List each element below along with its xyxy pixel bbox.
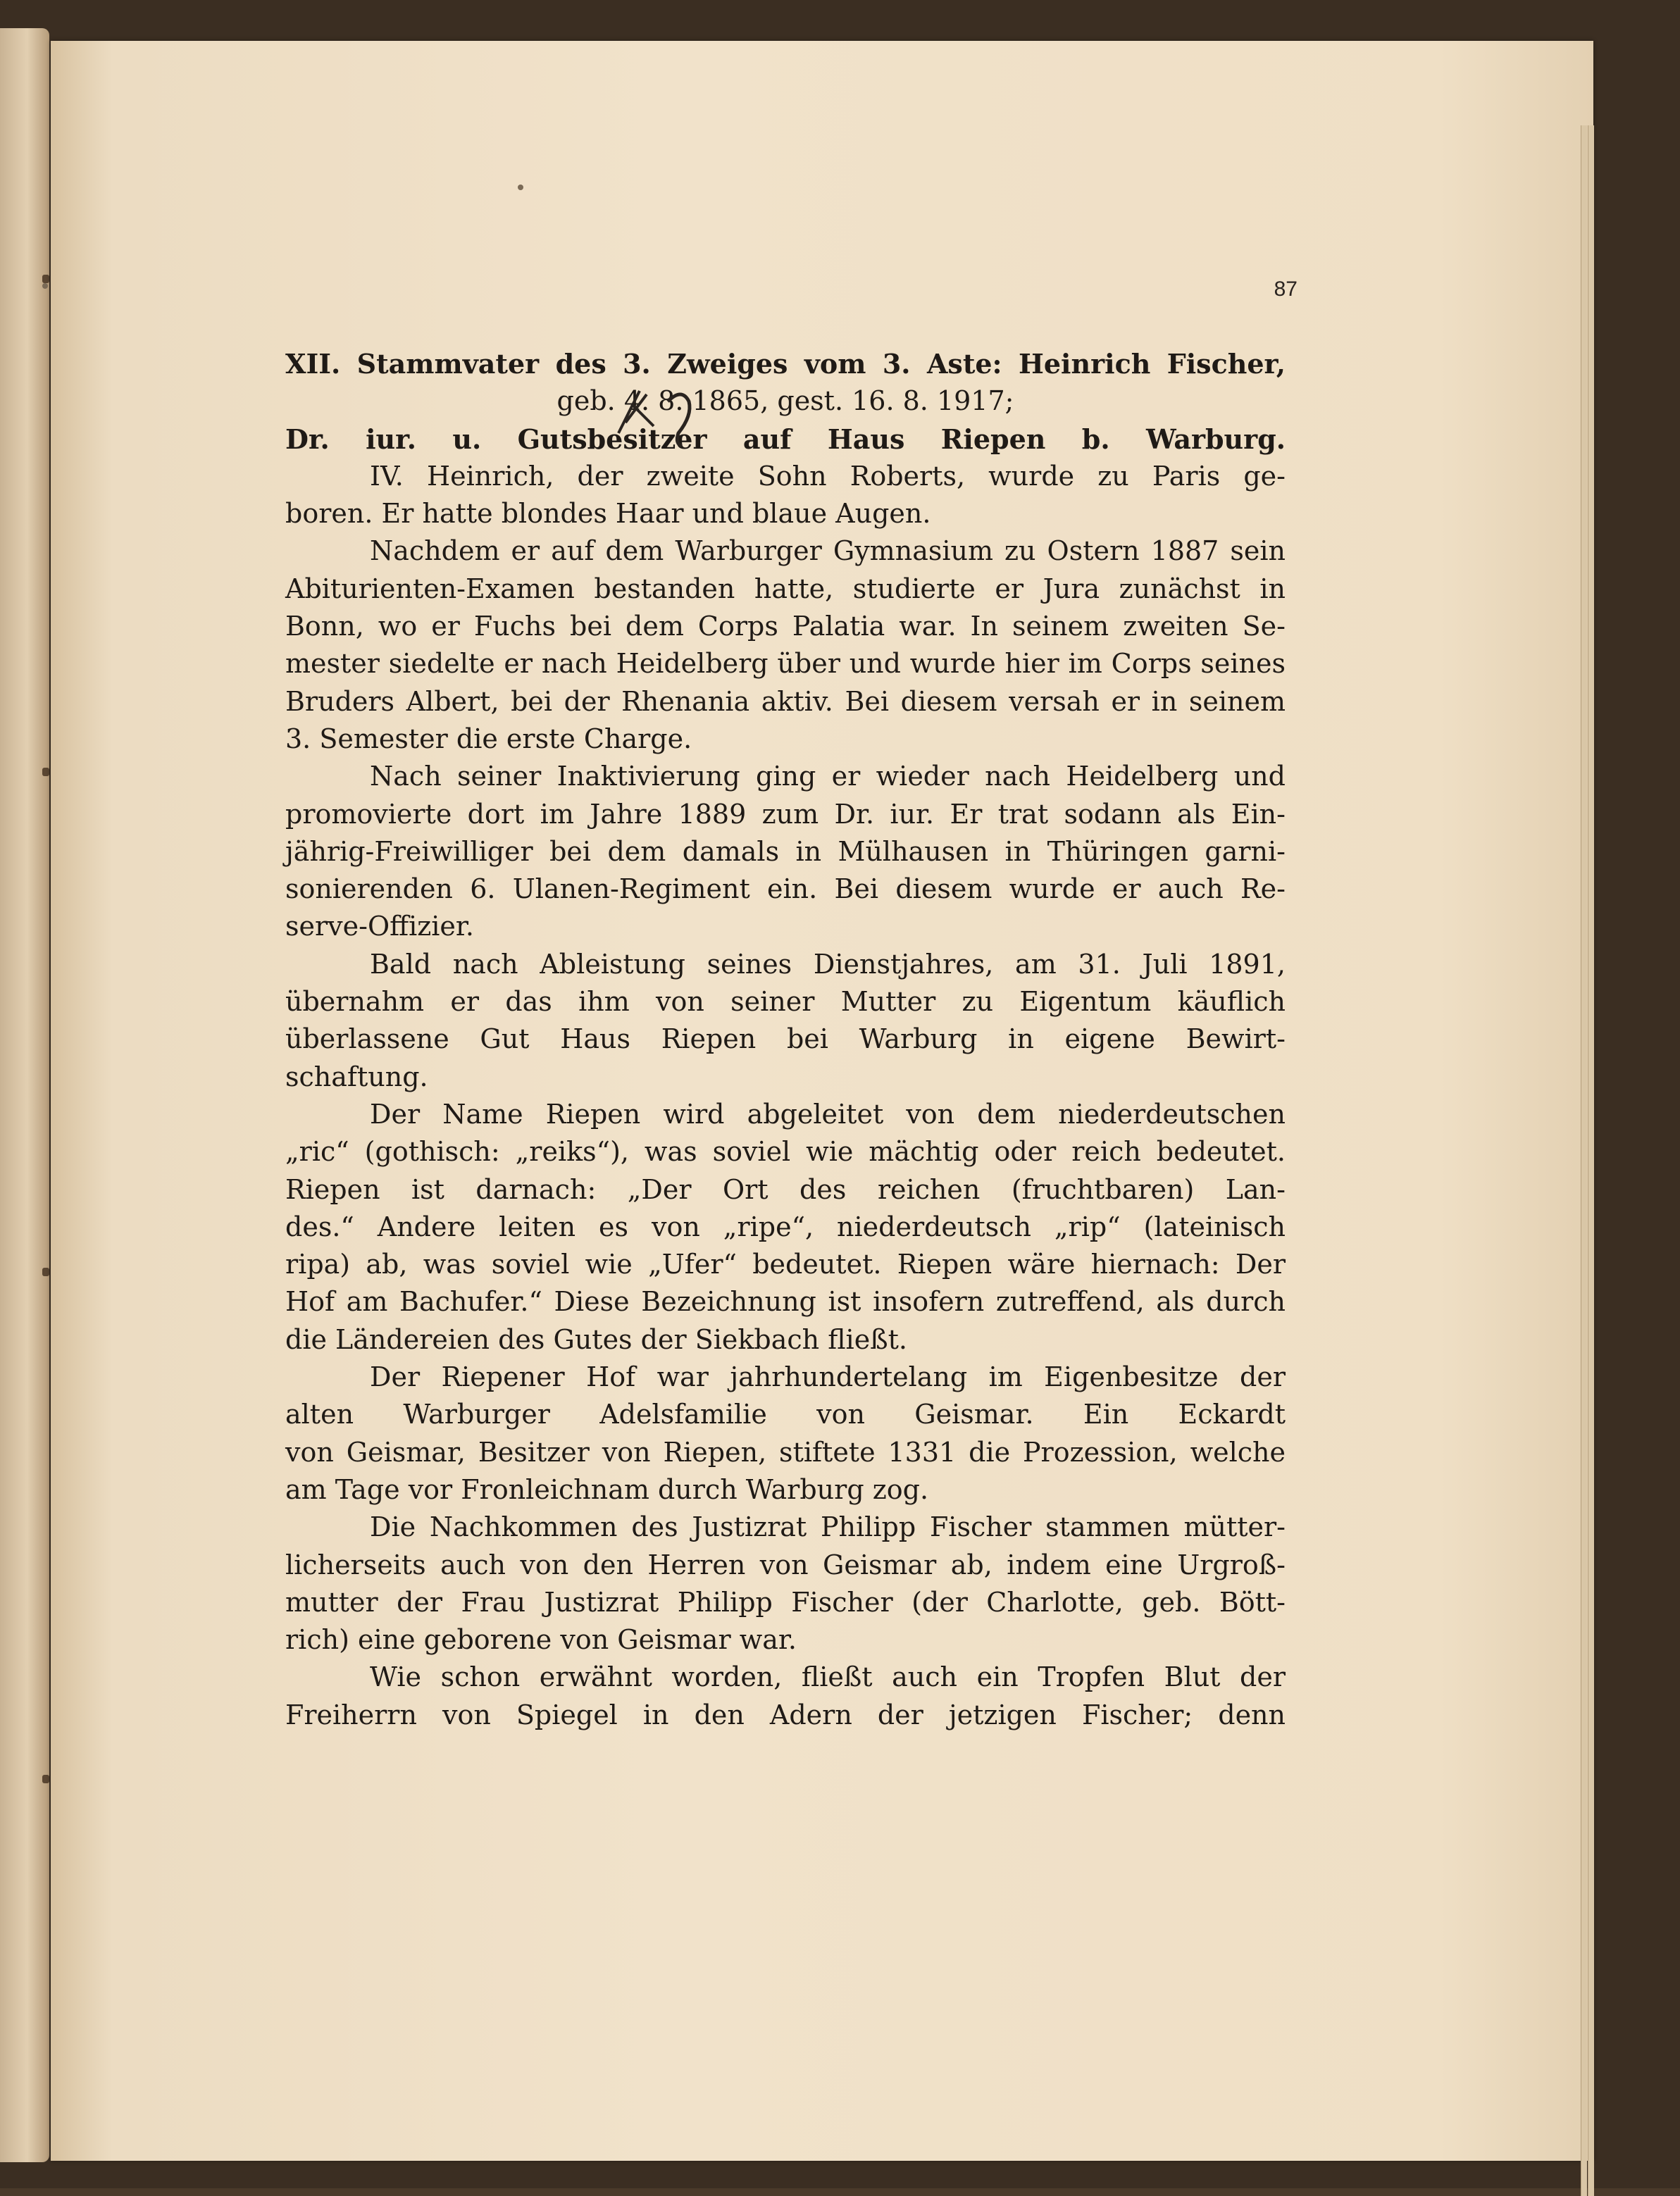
text-line: rich) eine geborene von Geismar war. [285,1624,797,1656]
handwritten-correction-mark [611,384,710,451]
page-stack-edge [1581,125,1587,2196]
paragraph [285,458,1286,533]
text-line: am Tage vor Fronleichnam durch Warburg zog. [285,1473,929,1505]
text-line: alten Warburger Adelsfamilie von Geismar. Ein Eckardt [285,1399,1286,1430]
text-line: Riepen ist darnach: „Der Ort des reichen (fruchtbaren) Lan- [285,1173,1286,1205]
page-mark [42,283,48,289]
text-line: „ric“ (gothisch: „reiks“), was soviel wie mächtig oder reich bedeutet. [285,1136,1286,1168]
paragraph [285,946,1286,1096]
binding-hole [42,1775,49,1783]
heading-line-3: Dr. iur. u. Gutsbesitzer auf Haus Riepen b. Warburg. [285,423,1286,455]
text-line: Freiherrn von Spiegel in den Adern der jetzigen Fischer; denn [285,1699,1286,1730]
binding-hole [42,275,49,283]
text-line: Die Nachkommen des Justizrat Philipp Fischer stammen mütter- [370,1511,1286,1543]
binding-hole [42,768,49,776]
text-line: schaftung. [285,1061,428,1092]
text-line: überlassene Gut Haus Riepen bei Warburg in eigene Bewirt- [285,1023,1286,1055]
text-line: übernahm er das ihm von seiner Mutter zu Eigentum käuflich [285,986,1286,1018]
text-line: Wie schon erwähnt worden, fließt auch ein Tropfen Blut der [370,1661,1286,1693]
facing-page-edge [0,28,49,2162]
paragraph [285,1659,1286,1734]
text-line: Der Name Riepen wird abgeleitet von dem niederdeutschen [370,1098,1286,1130]
text-line: boren. Er hatte blondes Haar und blaue Augen. [285,498,931,530]
text-line: promovierte dort im Jahre 1889 zum Dr. iur. Er trat sodann als Ein- [285,798,1286,830]
text-line: jährig-Freiwilliger bei dem damals in Mülhausen in Thüringen garni- [285,835,1286,867]
paragraph [285,1509,1286,1659]
text-line: von Geismar, Besitzer von Riepen, stiftete 1331 die Prozession, welche [285,1436,1286,1468]
text-line: IV. Heinrich, der zweite Sohn Roberts, wurde zu Paris ge- [370,460,1286,492]
text-line: serve-Offizier. [285,911,474,942]
page-text [285,345,1286,1734]
text-line: die Ländereien des Gutes der Siekbach fließt. [285,1323,907,1355]
heading-line-1: XII. Stammvater des 3. Zweiges vom 3. Aste: Heinrich Fischer, [285,348,1286,380]
paragraph [285,1359,1286,1509]
heading-line-2: geb. 4. 8. 1865, gest. 16. 8. 1917; [556,385,1014,417]
text-line: Bonn, wo er Fuchs bei dem Corps Palatia war. In seinem zweiten Se- [285,611,1286,642]
text-line: mester siedelte er nach Heidelberg über und wurde hier im Corps seines [285,648,1286,680]
text-line: Abiturienten-Examen bestanden hatte, studierte er Jura zunächst in [285,573,1286,604]
paragraph [285,1096,1286,1359]
text-line: Der Riepener Hof war jahrhundertelang im Eigenbesitze der [370,1361,1286,1393]
text-line: Bald nach Ableistung seines Dienstjahres, am 31. Juli 1891, [370,948,1286,980]
text-line: mutter der Frau Justizrat Philipp Fischer (der Charlotte, geb. Bött- [285,1586,1286,1618]
paragraph [285,758,1286,945]
text-line: Bruders Albert, bei der Rhenania aktiv. Bei diesem versah er in seinem [285,685,1286,717]
text-line: Nach seiner Inaktivierung ging er wieder nach Heidelberg und [370,761,1286,792]
text-line: 3. Semester die erste Charge. [285,723,692,754]
text-line: sonierenden 6. Ulanen-Regiment ein. Bei diesem wurde er auch Re- [285,873,1286,905]
paragraph [285,532,1286,758]
text-line: licherseits auch von den Herren von Geismar ab, indem eine Urgroß- [285,1549,1286,1580]
text-line: ripa) ab, was soviel wie „Ufer“ bedeutet. Riepen wäre hiernach: Der [285,1249,1286,1280]
text-line: des.“ Andere leiten es von „ripe“, niederdeutsch „rip“ (lateinisch [285,1211,1286,1242]
binding-hole [42,1268,49,1276]
page-mark [518,185,523,190]
text-line: Nachdem er auf dem Warburger Gymnasium zu Ostern 1887 sein [370,535,1286,567]
page-number: 87 [1274,277,1298,301]
text-line: Hof am Bachufer.“ Diese Bezeichnung ist insofern zutreffend, als durch [285,1286,1286,1318]
page-stack-edge [1588,125,1594,2196]
